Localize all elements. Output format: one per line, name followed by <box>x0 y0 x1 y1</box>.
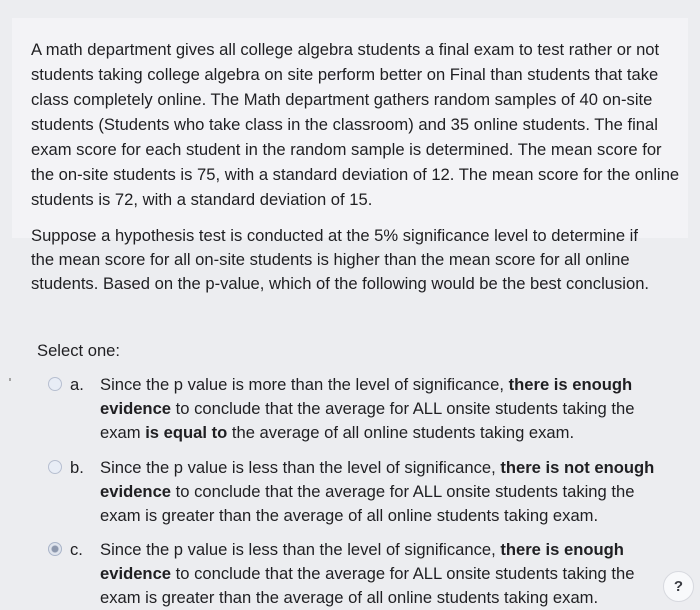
option-a-bold-phrase-1: there is enough evidence <box>100 375 633 418</box>
option-c-text-part-2: to conclude that the average for ALL onsite students taking the exam is greater than the average of all online students taking exam. <box>100 564 635 607</box>
option-c-bold-phrase-1: there is enough evidence <box>100 540 624 583</box>
option-c[interactable] <box>48 538 658 608</box>
question-text-paragraph-1: A math department gives all college algebra students a final exam to test rather or not students taking college algebra on site perform better on Final than students that take class completely online. The Math department gathers random samples of 40 on-site students (Students who take class in the classroom) and 35 online students. The final exam score for each student in the random sample is determined. The mean score for the on-site students is 75, with a standard deviation of 12. The mean score for the online students is 72, with a standard deviation of 15. <box>31 40 680 209</box>
mark-dot <box>9 378 11 381</box>
radio-option-c[interactable] <box>48 542 62 556</box>
radio-option-b[interactable] <box>48 460 62 474</box>
option-a-letter: a. <box>70 375 84 394</box>
option-b-bold-phrase-1: there is not enough evidence <box>100 458 655 501</box>
question-mark-icon: ? <box>673 578 684 595</box>
option-b-text <box>100 456 660 528</box>
option-a-bold-phrase-2: is equal to <box>145 423 228 442</box>
option-b-text-part-1: Since the p value is less than the level of significance, <box>100 458 501 477</box>
option-a[interactable] <box>48 373 658 445</box>
help-button[interactable] <box>663 571 694 602</box>
select-one-label: Select one: <box>37 341 121 360</box>
option-c-text <box>100 538 660 610</box>
option-c-text-part-1: Since the p value is less than the level of significance, <box>100 540 501 559</box>
radio-option-a[interactable] <box>48 377 62 391</box>
question-text-paragraph-2: Suppose a hypothesis test is conducted at the 5% significance level to determine if the mean score for all on-site students is higher than the mean score for all online students. Based on the p-value, which of the following would be the best conclusion. <box>31 226 650 293</box>
option-b-text-part-2: to conclude that the average for ALL onsite students taking the exam is greater than the average of all online students taking exam. <box>100 482 635 525</box>
option-a-text-part-3: the average of all online students taking exam. <box>227 423 575 442</box>
option-a-text-part-2: to conclude that the average for ALL onsite students taking the exam <box>100 399 635 442</box>
option-a-text <box>100 373 660 445</box>
option-c-letter: c. <box>70 540 83 559</box>
option-b-letter: b. <box>70 458 84 477</box>
option-b[interactable] <box>48 456 658 528</box>
option-a-text-part-1: Since the p value is more than the level of significance, <box>100 375 509 394</box>
